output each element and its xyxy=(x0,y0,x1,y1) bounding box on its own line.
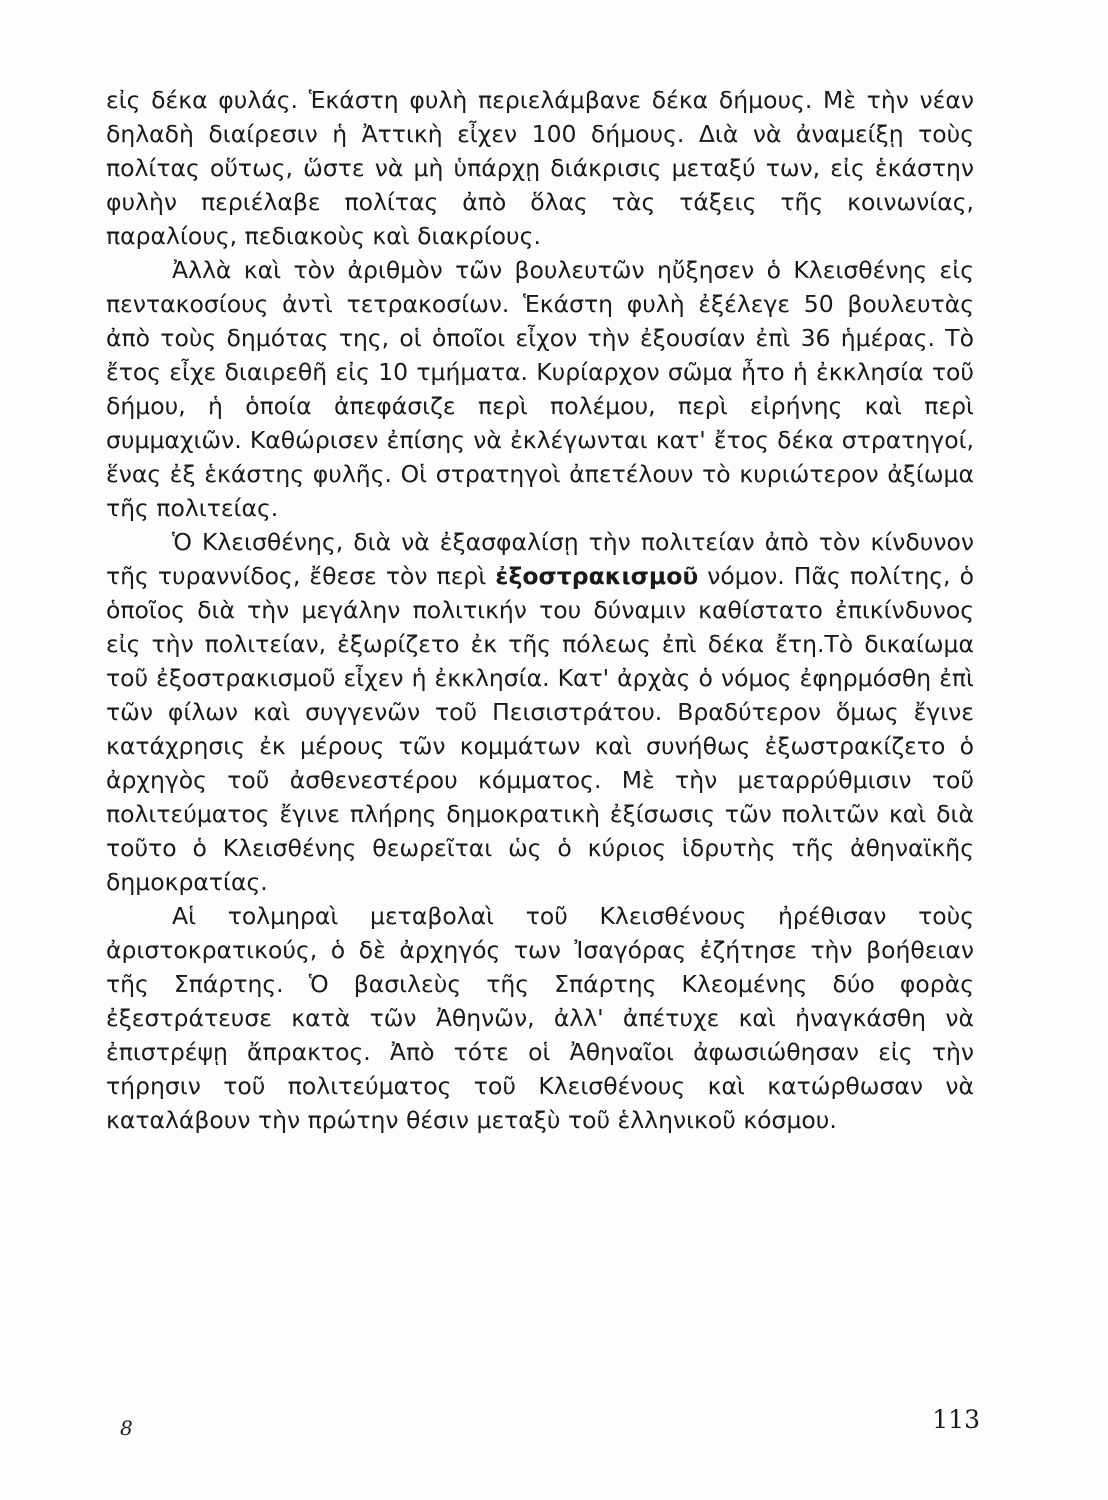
paragraph-1-text: εἰς δέκα φυλάς. Ἑκάστη φυλὴ περιελάμβανε δέκα δήμους. Μὲ τὴν νέαν δηλαδὴ διαίρεσιν ἡ Ἀττικὴ εἶχεν 100 δήμους. Διὰ νὰ ἀναμείξῃ τοὺς πολίτας οὕτως, ὥστε νὰ μὴ ὑπάρχῃ διάκρισις μεταξύ των, εἰς ἑκάστην φυλὴν περιέλαβε πολίτας ἀπὸ ὅλας τὰς τάξεις τῆς κοινωνίας, παραλίους, πεδιακοὺς καὶ διακρίους. xyxy=(106,86,974,250)
paragraph-3-text-end: νόμον. Πᾶς πολίτης, ὁ ὁποῖος διὰ τὴν μεγάλην πολιτικήν του δύναμιν καθίστατο ἐπικίνδυνος εἰς τὴν πολιτείαν, ἐξωρίζετο ἐκ τῆς πόλεως ἐπὶ δέκα ἔτη.Τὸ δικαίωμα τοῦ ἐξοστρακισμοῦ εἶχεν ἡ ἐκκλησία. Κατ' ἀρχὰς ὁ νόμος ἐφηρμόσθη ἐπὶ τῶν φίλων καὶ συγγενῶν τοῦ Πεισιστράτου. Βραδύτερον ὅμως ἔγινε κατάχρησις ἐκ μέρους τῶν κομμάτων καὶ συνήθως ἐξωστρακίζετο ὁ ἀρχηγὸς τοῦ ἀσθενεστέρου κόμματος. Μὲ τὴν μεταρρύθμισιν τοῦ πολιτεύματος ἔγινε πλήρης δημοκρατικὴ ἐξίσωσις τῶν πολιτῶν καὶ διὰ τοῦτο ὁ Κλεισθένης θεωρεῖται ὡς ὁ κύριος ἱδρυτὴς τῆς ἀθηναϊκῆς δημοκρατίας. xyxy=(106,562,974,896)
paragraph-2 xyxy=(106,253,974,525)
paragraph-3-text-start: Ὁ Κλεισθένης, διὰ νὰ ἐξασφαλίσῃ τὴν πολιτείαν ἀπὸ τὸν κίνδυνον τῆς τυραννίδος, ἔθεσε τὸν περὶ xyxy=(106,528,974,590)
paragraph-4-text: Αἱ τολμηραὶ μεταβολαὶ τοῦ Κλεισθένους ἠρέθισαν τοὺς ἀριστοκρατικούς, ὁ δὲ ἀρχηγός των Ἰσαγόρας ἐζήτησε τὴν βοήθειαν τῆς Σπάρτης. Ὁ βασιλεὺς τῆς Σπάρτης Κλεομένης δύο φορὰς ἐξεστράτευσε κατὰ τῶν Ἀθηνῶν, ἀλλ' ἀπέτυχε καὶ ἠναγκάσθη νὰ ἐπιστρέψῃ ἄπρακτος. Ἀπὸ τότε οἱ Ἀθηναῖοι ἀφωσιώθησαν εἰς τὴν τήρησιν τοῦ πολιτεύματος τοῦ Κλεισθένους καὶ κατώρθωσαν νὰ καταλάβουν τὴν πρώτην θέσιν μεταξὺ τοῦ ἑλληνικοῦ κόσμου. xyxy=(106,902,974,1134)
page-number: 113 xyxy=(932,1405,980,1434)
ostracism-term: ἐξοστρακισμοῦ xyxy=(495,562,699,590)
signature-mark: 8 xyxy=(120,1416,133,1440)
paragraph-4 xyxy=(106,899,974,1137)
paragraph-3 xyxy=(106,525,974,899)
body-text xyxy=(106,83,974,1137)
paragraph-2-text: Ἀλλὰ καὶ τὸν ἀριθμὸν τῶν βουλευτῶν ηὔξησεν ὁ Κλεισθένης εἰς πεντακοσίους ἀντὶ τετρακοσίων. Ἑκάστη φυλὴ ἐξέλεγε 50 βουλευτὰς ἀπὸ τοὺς δημότας της, οἱ ὁποῖοι εἶχον τὴν ἐξουσίαν ἐπὶ 36 ἡμέρας. Τὸ ἔτος εἶχε διαιρεθῆ εἰς 10 τμήματα. Κυρίαρχον σῶμα ἦτο ἡ ἐκκλησία τοῦ δήμου, ἡ ὁποία ἀπεφάσιζε περὶ πολέμου, περὶ εἰρήνης καὶ περὶ συμμαχιῶν. Καθώρισεν ἐπίσης νὰ ἐκλέγωνται κατ' ἔτος δέκα στρατηγοί, ἕνας ἐξ ἑκάστης φυλῆς. Οἱ στρατηγοὶ ἀπετέλουν τὸ κυριώτερον ἀξίωμα τῆς πολιτείας. xyxy=(106,256,974,522)
paragraph-1 xyxy=(106,83,974,253)
